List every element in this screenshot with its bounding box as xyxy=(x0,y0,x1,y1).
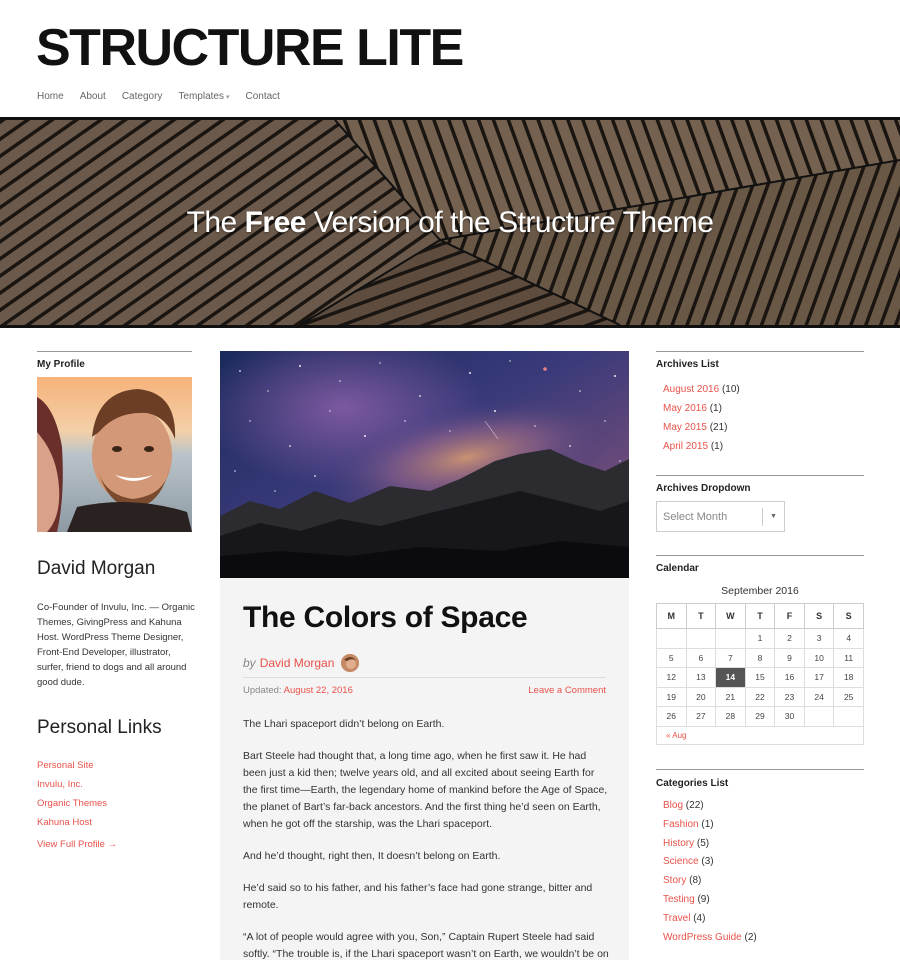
calendar-day[interactable]: 21 xyxy=(716,687,746,707)
post-paragraph: He’d said so to his father, and his father’s face had gone strange, bitter and remote. xyxy=(243,882,593,911)
category-link[interactable]: Science xyxy=(663,856,699,868)
category-item xyxy=(663,853,757,872)
calendar-day[interactable]: 20 xyxy=(686,687,716,707)
categories-list xyxy=(663,797,757,947)
byline-prefix: by xyxy=(243,656,256,670)
calendar-day[interactable]: 7 xyxy=(716,648,746,668)
calendar-weekday-header: T xyxy=(686,604,716,629)
calendar-day[interactable]: 27 xyxy=(686,707,716,727)
category-count: (8) xyxy=(689,875,702,887)
archive-count: (1) xyxy=(710,441,724,452)
archive-item xyxy=(663,437,740,456)
archives-rule xyxy=(656,351,864,352)
post-paragraph: Bart Steele had thought that, a long time ago, when he first saw it. He had been just a kid then; twelve years old, and all excited about seeing Earth for the first time—Earth, the legendary home of mankind before the Age of Space, the planet of Bart’s far-back ancestors. And the first thing he’d seen on Earth, when he got off the starship, was the Lhari spaceport. xyxy=(243,750,608,830)
calendar-day[interactable]: 30 xyxy=(775,707,805,727)
archive-item xyxy=(663,399,740,418)
calendar-day xyxy=(686,629,716,649)
calendar-week-row xyxy=(657,707,864,727)
category-item xyxy=(663,910,757,929)
author-avatar[interactable] xyxy=(37,377,192,532)
archive-count: (21) xyxy=(709,422,728,433)
calendar-widget xyxy=(656,585,864,745)
main-nav xyxy=(37,91,296,102)
calendar-day[interactable]: 26 xyxy=(657,707,687,727)
archive-link[interactable]: April 2015 xyxy=(663,441,709,452)
link-kahuna-host[interactable]: Kahuna Host xyxy=(37,817,92,828)
archive-count: (10) xyxy=(721,384,740,395)
site-title[interactable]: STRUCTURE LITE xyxy=(36,19,463,77)
category-item xyxy=(663,891,757,910)
category-item xyxy=(663,929,757,948)
post-meta-rule xyxy=(243,677,606,678)
profile-rule xyxy=(37,351,192,352)
calendar-day[interactable]: 14 xyxy=(716,668,746,688)
calendar-day[interactable]: 23 xyxy=(775,687,805,707)
author-bio: Co-Founder of Invulu, Inc. — Organic Themes, GivingPress and Kahuna Host. WordPress Theme Designer, Front-End Developer, illustrator, surfer, friend to dogs and all around good dude. xyxy=(37,602,195,688)
calendar-table xyxy=(656,603,864,727)
calendar-weekday-header: M xyxy=(657,604,687,629)
calendar-rule xyxy=(656,555,864,556)
category-link[interactable]: WordPress Guide xyxy=(663,931,742,943)
post-date-link[interactable]: August 22, 2016 xyxy=(283,685,353,696)
calendar-day[interactable]: 12 xyxy=(657,668,687,688)
calendar-day[interactable]: 9 xyxy=(775,648,805,668)
link-organic-themes[interactable]: Organic Themes xyxy=(37,798,108,809)
category-count: (9) xyxy=(697,893,710,905)
category-count: (1) xyxy=(701,818,714,830)
calendar-day[interactable]: 25 xyxy=(834,687,864,707)
calendar-week-row xyxy=(657,648,864,668)
post-author-link[interactable]: David Morgan xyxy=(259,656,335,670)
category-count: (5) xyxy=(696,837,710,849)
calendar-day xyxy=(657,629,687,649)
calendar-day[interactable]: 17 xyxy=(804,668,834,688)
archives-list-title: Archives List xyxy=(656,359,719,370)
personal-links-title: Personal Links xyxy=(37,717,162,738)
category-count: (22) xyxy=(685,800,704,811)
post-paragraph: And he’d thought, right then, It doesn’t belong on Earth. xyxy=(243,850,501,862)
archives-dropdown-title: Archives Dropdown xyxy=(656,483,751,494)
dropdown-rule xyxy=(656,475,864,476)
archives-month-select[interactable] xyxy=(656,501,785,532)
calendar-day[interactable]: 2 xyxy=(775,629,805,649)
calendar-day[interactable]: 24 xyxy=(804,687,834,707)
calendar-week-row xyxy=(657,629,864,649)
category-link[interactable]: Story xyxy=(663,875,687,887)
calendar-day[interactable]: 6 xyxy=(686,648,716,668)
updated-label: Updated: xyxy=(243,685,284,696)
category-count: (4) xyxy=(693,912,706,924)
calendar-weekday-header: F xyxy=(775,604,805,629)
chevron-down-icon: ▾ xyxy=(225,94,230,101)
calendar-day xyxy=(804,707,834,727)
calendar-day[interactable]: 4 xyxy=(834,629,864,649)
categories-rule xyxy=(656,769,864,770)
leave-comment-link[interactable]: Leave a Comment xyxy=(528,685,606,696)
post-meta xyxy=(243,685,606,696)
archive-link[interactable]: May 2015 xyxy=(663,422,707,433)
author-name: David Morgan xyxy=(37,558,156,579)
nav-contact[interactable]: Contact xyxy=(245,91,280,102)
calendar-title: Calendar xyxy=(656,563,699,574)
archive-link[interactable]: August 2016 xyxy=(663,384,720,395)
post-body xyxy=(243,716,610,960)
calendar-day[interactable]: 10 xyxy=(804,648,834,668)
personal-links xyxy=(37,756,107,832)
category-item xyxy=(663,816,757,835)
chevron-down-icon: ▼ xyxy=(762,508,784,526)
calendar-day[interactable]: 8 xyxy=(745,648,775,668)
calendar-week-row xyxy=(657,668,864,688)
calendar-day[interactable]: 16 xyxy=(775,668,805,688)
calendar-day[interactable]: 3 xyxy=(804,629,834,649)
post-updated xyxy=(243,685,353,696)
category-count: (3) xyxy=(701,856,714,868)
author-mini-avatar[interactable] xyxy=(341,654,359,672)
view-full-profile-link[interactable]: View Full Profile → xyxy=(37,839,118,850)
calendar-weekday-header: S xyxy=(834,604,864,629)
nav-category[interactable]: Category xyxy=(121,91,163,102)
profile-widget-title: My Profile xyxy=(37,359,85,370)
post-paragraph: The Lhari spaceport didn’t belong on Earth. xyxy=(243,718,445,730)
archive-count: (1) xyxy=(709,403,722,414)
category-link[interactable]: Testing xyxy=(663,893,695,905)
category-item xyxy=(663,872,757,891)
calendar-day[interactable]: 11 xyxy=(834,648,864,668)
category-link[interactable]: Fashion xyxy=(663,818,699,830)
post-paragraph: “A lot of people would agree with you, Son,” Captain Rupert Steele had said softly. “The trouble is, if the Lhari spaceport wasn’t on Earth, we wouldn’t be on xyxy=(243,931,609,960)
nav-home[interactable]: Home xyxy=(37,91,64,102)
link-invulu[interactable]: Invulu, Inc. xyxy=(37,779,83,790)
calendar-day[interactable]: 13 xyxy=(686,668,716,688)
calendar-weekday-header: W xyxy=(716,604,746,629)
calendar-day[interactable]: 28 xyxy=(716,707,746,727)
category-item xyxy=(663,835,757,854)
archives-list xyxy=(663,380,740,456)
calendar-weekday-header: T xyxy=(745,604,775,629)
calendar-day xyxy=(716,629,746,649)
calendar-day[interactable]: 15 xyxy=(745,668,775,688)
hero-banner xyxy=(0,117,900,328)
hero-title-pre: The xyxy=(186,206,245,239)
hero-title-post: Version of the Structure Theme xyxy=(305,206,714,239)
post-title[interactable]: The Colors of Space xyxy=(243,601,528,634)
calendar-day[interactable]: 22 xyxy=(745,687,775,707)
archive-item xyxy=(663,418,740,437)
calendar-week-row xyxy=(657,687,864,707)
category-link[interactable]: History xyxy=(663,837,695,849)
archive-item xyxy=(663,380,740,399)
select-month-label: Select Month xyxy=(663,510,728,523)
categories-list-title: Categories List xyxy=(656,778,729,789)
calendar-day[interactable]: 1 xyxy=(745,629,775,649)
calendar-day[interactable]: 5 xyxy=(657,648,687,668)
calendar-day[interactable]: 19 xyxy=(657,687,687,707)
link-personal-site[interactable]: Personal Site xyxy=(37,760,94,771)
archive-link[interactable]: May 2016 xyxy=(663,403,707,414)
post-featured-image[interactable] xyxy=(220,351,629,578)
hero-title xyxy=(0,206,900,240)
calendar-day[interactable]: 29 xyxy=(745,707,775,727)
category-item xyxy=(663,797,757,816)
calendar-day[interactable]: 18 xyxy=(834,668,864,688)
hero-title-bold: Free xyxy=(244,206,306,239)
calendar-weekday-header: S xyxy=(804,604,834,629)
nav-templates-label: Templates xyxy=(178,91,224,102)
post-card xyxy=(220,351,629,960)
category-link[interactable]: Blog xyxy=(663,800,684,811)
nav-about[interactable]: About xyxy=(79,91,106,102)
category-link[interactable]: Travel xyxy=(663,912,691,924)
calendar-caption: September 2016 xyxy=(721,585,799,597)
post-byline xyxy=(243,654,359,672)
calendar-day xyxy=(834,707,864,727)
calendar-prev-month-link[interactable]: « Aug xyxy=(656,727,864,745)
category-count: (2) xyxy=(744,931,757,943)
nav-templates[interactable] xyxy=(178,91,229,102)
